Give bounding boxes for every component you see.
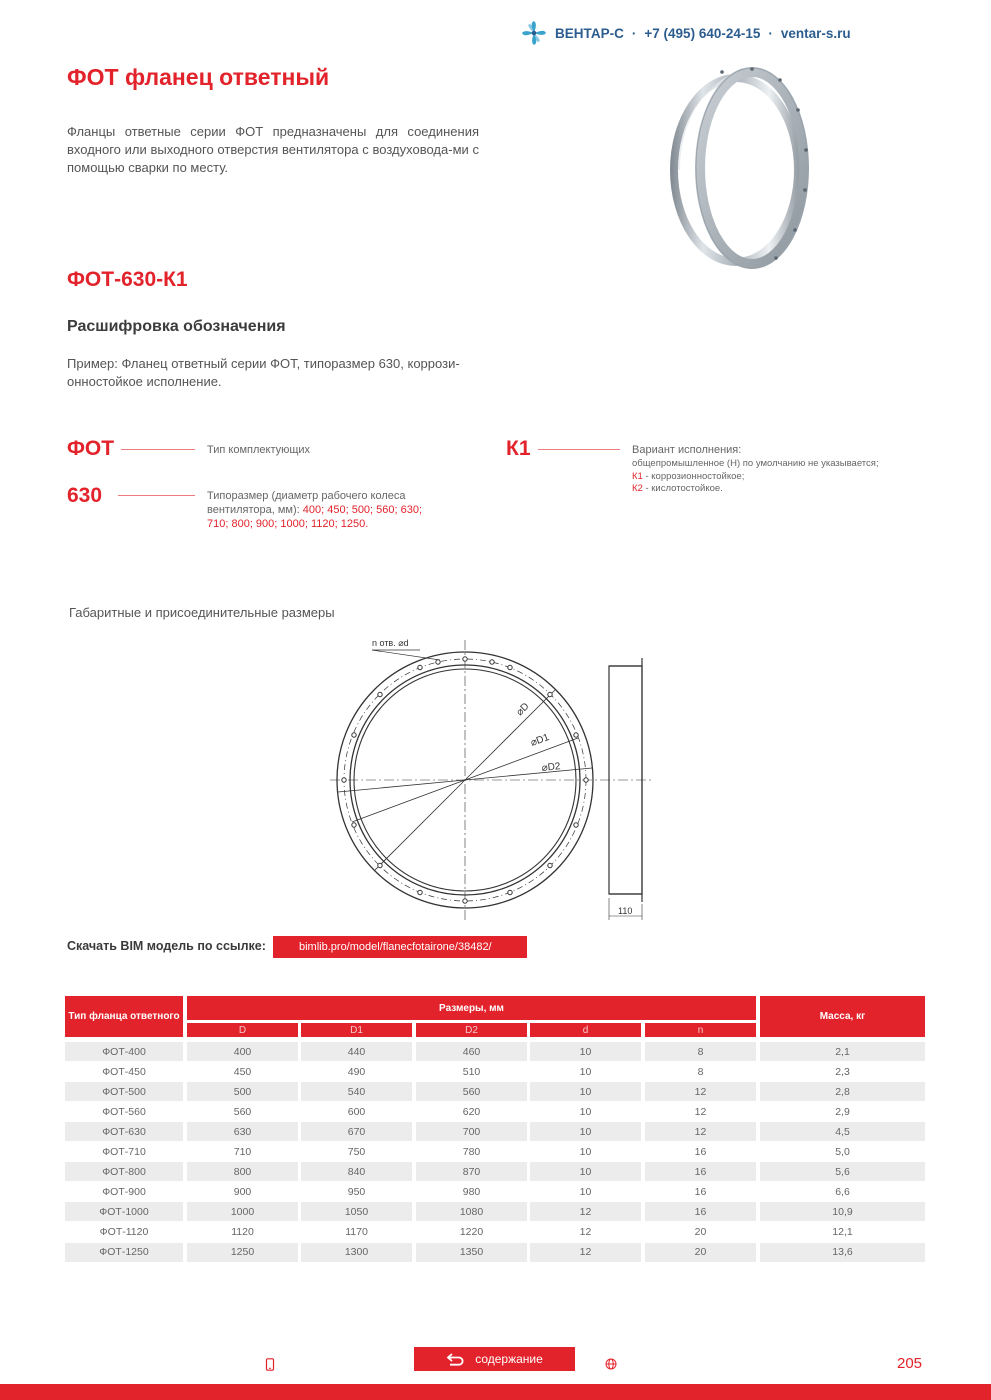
table-cell-dim: 1350 (416, 1243, 527, 1262)
contents-button[interactable] (414, 1347, 575, 1371)
table-cell-dim: 540 (301, 1082, 412, 1101)
code-version: К1 (506, 437, 531, 460)
code-size-desc (207, 489, 432, 531)
version-k2-code: К2 (632, 483, 643, 494)
table-cell-mass: 2,3 (835, 1065, 850, 1078)
code-series: ФОТ (67, 437, 115, 460)
th-sub-D: D (187, 1023, 298, 1037)
contents-label: содержание (475, 1352, 543, 1366)
th-sub-n: n (645, 1023, 756, 1037)
table-cell-mass: 6,6 (835, 1185, 850, 1198)
table-row (0, 1102, 991, 1121)
th-sub-D2: D2 (416, 1023, 527, 1037)
table-cell-type: ФОТ-560 (102, 1105, 146, 1118)
table-row (0, 1122, 991, 1141)
table-cell-mass: 13,6 (760, 1243, 925, 1262)
th-sub-D1: D1 (301, 1023, 412, 1037)
table-cell-dim: 950 (347, 1185, 366, 1198)
code-version-options (632, 458, 922, 496)
table-cell-dim: 10 (579, 1185, 592, 1198)
intro-text: Фланцы ответные серии ФОТ предназначены для соединения входного или выходного отверстия вентилятора с воздуховода-ми с помощью сварки по месту. (67, 124, 479, 175)
decoding-example: Пример: Фланец ответный серии ФОТ, типоразмер 630, коррози-онностойкое исполнение. (67, 356, 460, 389)
table-cell-dim: 400 (187, 1042, 298, 1061)
code-leader-line (538, 449, 620, 450)
table-row (0, 1062, 991, 1081)
label-holes: n отв. ⌀d (372, 638, 409, 648)
table-cell-type: ФОТ-800 (65, 1162, 183, 1181)
drawing-caption: Габаритные и присоединительные размеры (69, 605, 335, 620)
page-number: 205 (897, 1355, 923, 1372)
table-row (0, 1162, 991, 1181)
table-cell-dim: 900 (233, 1185, 252, 1198)
code-version-desc: Вариант исполнения: (632, 444, 742, 456)
version-default: общепромышленное (Н) по умолчанию не указывается; (632, 458, 879, 469)
table-cell-mass: 4,5 (760, 1122, 925, 1141)
version-k1-text: - коррозионностойкое; (642, 470, 745, 482)
th-sub-d: d (530, 1023, 641, 1037)
table-cell-type: ФОТ-630 (65, 1122, 183, 1141)
table-cell-type: ФОТ-900 (102, 1185, 146, 1198)
code-size-values: 400; 450; 500; 560; 630; 710; 800; 900; 1000; 1120; 1250. (207, 504, 423, 530)
brand-name: ВЕНТАР-С (555, 25, 624, 41)
table-cell-dim: 560 (233, 1105, 252, 1118)
table-cell-mass: 5,0 (835, 1145, 850, 1158)
code-size: 630 (67, 484, 103, 507)
table-cell-dim: 1250 (187, 1243, 298, 1262)
table-cell-dim: 1120 (231, 1225, 254, 1238)
bim-label: Скачать BIM модель по ссылке: (67, 939, 266, 953)
table-cell-dim: 20 (694, 1225, 707, 1238)
table-cell-type: ФОТ-450 (102, 1065, 146, 1078)
version-k1 (632, 471, 922, 484)
table-cell-type: ФОТ-1000 (65, 1202, 183, 1221)
table-cell-dim: 870 (416, 1162, 527, 1181)
table-cell-mass: 2,9 (835, 1105, 850, 1118)
label-diameter-D1: ⌀D1 (529, 732, 551, 749)
version-k1-code: К1 (632, 470, 643, 482)
version-k2 (632, 483, 922, 496)
table-row (0, 1202, 991, 1221)
phone-icon[interactable] (265, 1358, 275, 1371)
table-cell-mass: 5,6 (760, 1162, 925, 1181)
header-separator: · (631, 25, 637, 41)
model-code: ФОТ-630-К1 (67, 268, 188, 291)
table-cell-dim: 620 (462, 1105, 481, 1118)
table-cell-type: ФОТ-1120 (99, 1225, 149, 1238)
table-cell-dim: 16 (645, 1202, 756, 1221)
label-diameter-D2: ⌀D2 (541, 761, 562, 774)
th-mass: Масса, кг (760, 996, 925, 1037)
table-cell-dim: 450 (233, 1065, 252, 1078)
table-cell-dim: 460 (416, 1042, 527, 1061)
return-arrow-icon (446, 1352, 466, 1366)
code-leader-line (118, 495, 195, 496)
table-cell-dim: 10 (579, 1145, 592, 1158)
version-k2-text: - кислотостойкое. (642, 483, 723, 494)
th-dimensions: Размеры, мм (187, 996, 756, 1020)
table-cell-dim: 8 (697, 1065, 704, 1078)
table-row (0, 1182, 991, 1201)
technical-drawing (330, 628, 670, 928)
table-cell-dim: 1170 (345, 1225, 368, 1238)
table-cell-dim: 16 (694, 1185, 707, 1198)
table-cell-dim: 8 (645, 1042, 756, 1061)
table-cell-dim: 500 (187, 1082, 298, 1101)
table-cell-dim: 20 (645, 1243, 756, 1262)
table-row (0, 1243, 991, 1262)
table-cell-dim: 1050 (301, 1202, 412, 1221)
page-header (520, 18, 980, 48)
table-cell-dim: 12 (694, 1105, 707, 1118)
table-cell-dim: 12 (530, 1243, 641, 1262)
table-row (0, 1082, 991, 1101)
table-cell-type: ФОТ-1250 (65, 1243, 183, 1262)
page-title: ФОТ фланец ответный (67, 64, 330, 90)
table-cell-dim: 630 (187, 1122, 298, 1141)
table-cell-dim: 10 (530, 1042, 641, 1061)
label-depth: 110 (618, 906, 633, 916)
table-cell-dim: 10 (530, 1122, 641, 1141)
table-cell-type: ФОТ-400 (65, 1042, 183, 1061)
table-row (0, 1042, 991, 1061)
decoding-title: Расшифровка обозначения (67, 318, 286, 335)
table-cell-dim: 12 (579, 1225, 592, 1238)
table-cell-type: ФОТ-500 (65, 1082, 183, 1101)
table-row (0, 1222, 991, 1241)
table-cell-dim: 16 (645, 1162, 756, 1181)
code-size-text: Типоразмер (диаметр рабочего колеса вентилятора, мм): (207, 490, 406, 516)
table-cell-dim: 780 (462, 1145, 481, 1158)
fan-icon (520, 19, 548, 47)
table-cell-dim: 980 (462, 1185, 481, 1198)
table-cell-dim: 440 (301, 1042, 412, 1061)
label-diameter-D: ⌀D (514, 700, 532, 719)
table-cell-dim: 700 (416, 1122, 527, 1141)
table-cell-mass: 10,9 (760, 1202, 925, 1221)
table-cell-dim: 750 (347, 1145, 366, 1158)
table-cell-dim: 490 (347, 1065, 366, 1078)
product-image (640, 60, 820, 280)
table-cell-dim: 560 (416, 1082, 527, 1101)
code-series-desc: Тип комплектующих (207, 444, 311, 456)
table-cell-dim: 840 (301, 1162, 412, 1181)
table-cell-mass: 2,8 (760, 1082, 925, 1101)
table-cell-dim: 1300 (301, 1243, 412, 1262)
table-cell-dim: 12 (530, 1202, 641, 1221)
table-cell-dim: 670 (301, 1122, 412, 1141)
table-cell-mass: 12,1 (832, 1225, 853, 1238)
table-cell-dim: 710 (233, 1145, 252, 1158)
table-cell-dim: 10 (530, 1162, 641, 1181)
table-cell-dim: 1080 (416, 1202, 527, 1221)
header-site-link[interactable]: ventar-s.ru (780, 25, 851, 41)
header-phone[interactable]: +7 (495) 640-24-15 (644, 25, 761, 41)
table-cell-dim: 10 (530, 1082, 641, 1101)
bim-link[interactable]: bimlib.pro/model/flanecfotairone/38482/ (273, 936, 527, 958)
table-cell-dim: 10 (579, 1105, 592, 1118)
table-cell-dim: 600 (347, 1105, 366, 1118)
bottom-bar (0, 1384, 991, 1400)
header-separator: · (768, 25, 773, 41)
th-type: Тип фланца ответного (65, 996, 183, 1037)
code-leader-line (121, 449, 195, 450)
table-cell-mass: 2,1 (760, 1042, 925, 1061)
globe-icon[interactable] (605, 1358, 617, 1370)
table-cell-dim: 12 (645, 1082, 756, 1101)
table-cell-dim: 12 (645, 1122, 756, 1141)
table-cell-dim: 1220 (459, 1225, 484, 1238)
table-row (0, 1142, 991, 1161)
table-cell-type: ФОТ-710 (102, 1145, 146, 1158)
table-cell-dim: 510 (462, 1065, 481, 1078)
table-cell-dim: 16 (694, 1145, 707, 1158)
table-cell-dim: 10 (579, 1065, 592, 1078)
table-cell-dim: 1000 (187, 1202, 298, 1221)
table-cell-dim: 800 (187, 1162, 298, 1181)
